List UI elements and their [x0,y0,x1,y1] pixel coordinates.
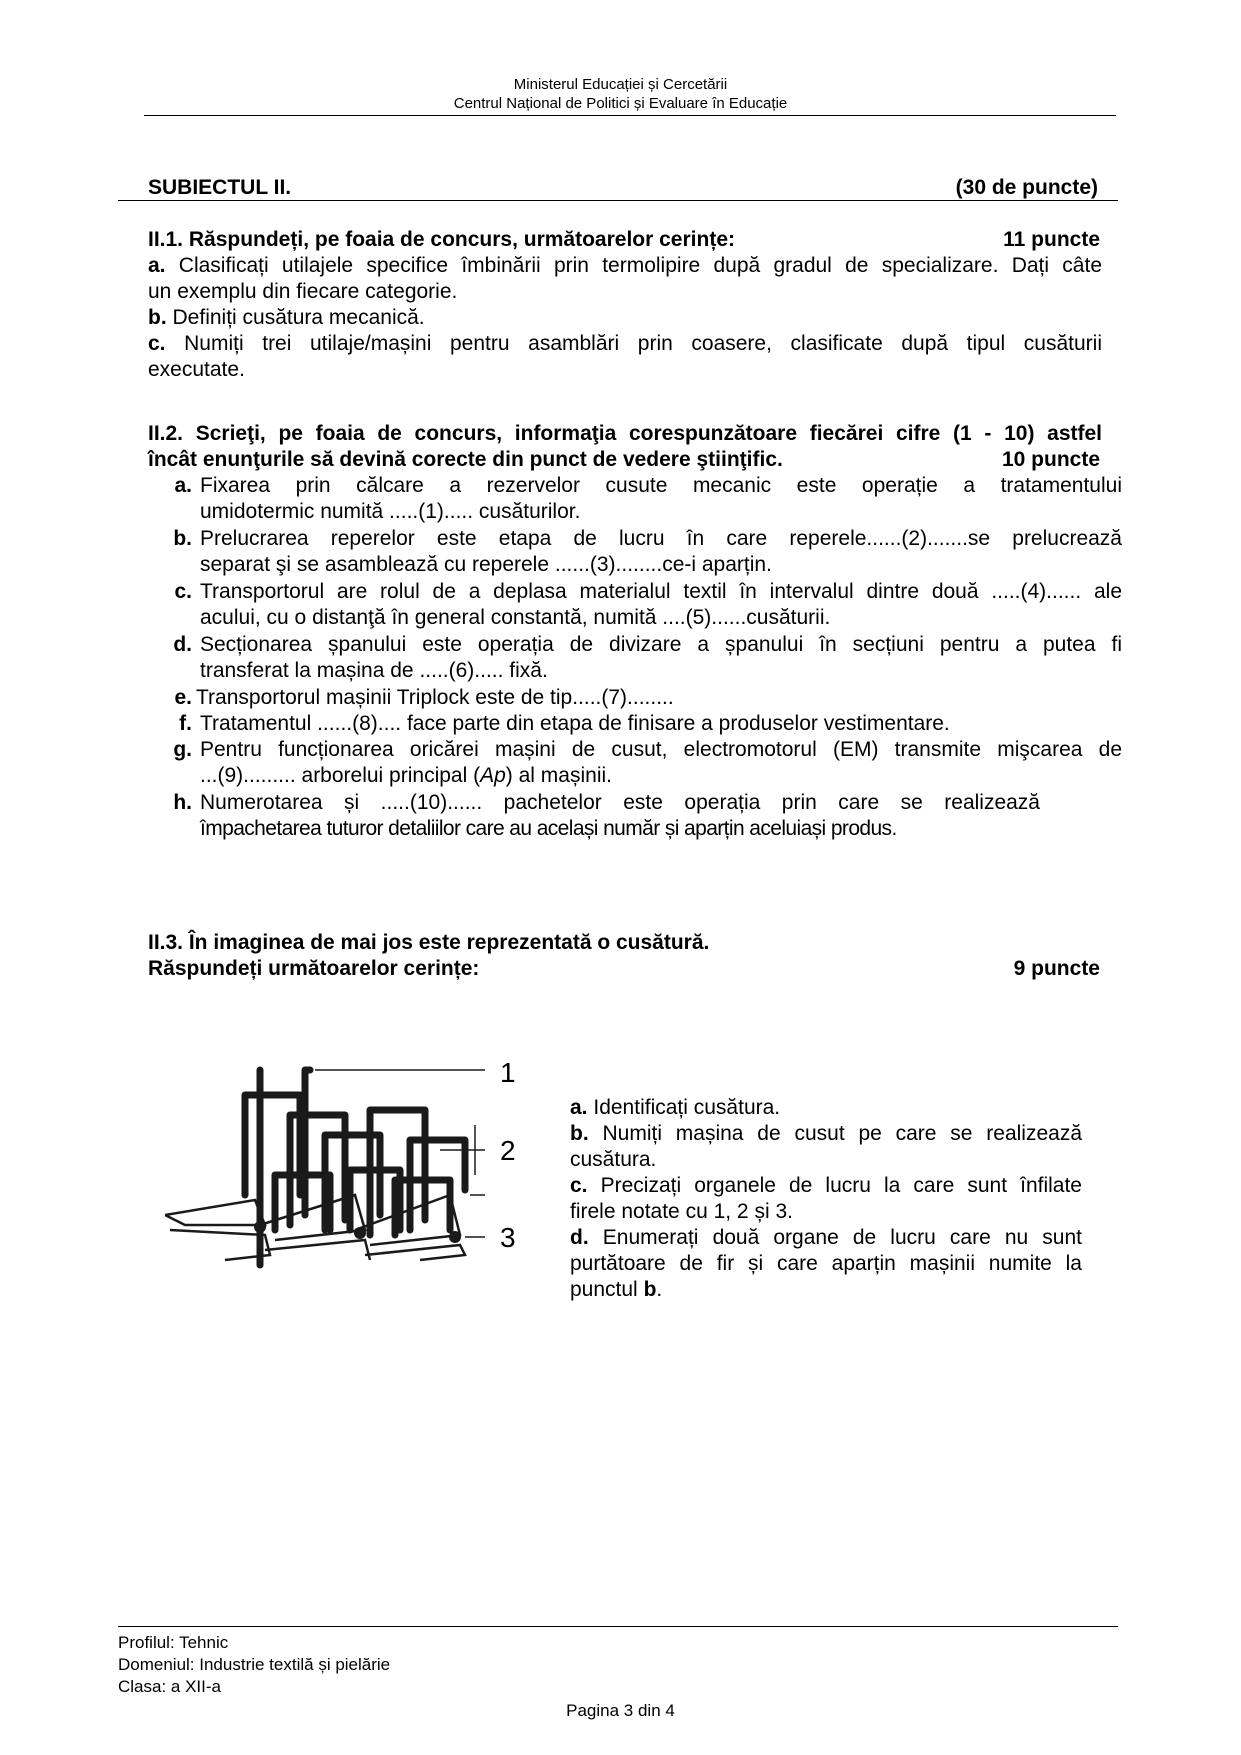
stitch-thread-1 [305,1070,310,1215]
stitch-thread-1 [410,1140,465,1230]
q2-item-line1: Pentru funcționarea oricărei mașini de cusut, electromotorul (EM) transmite mişcarea de [200,738,1122,761]
footer-domain: Domeniul: Industrie textilă și pielărie [118,1655,391,1674]
q1-c-letter: c. [148,332,166,355]
q3-d-text: Enumerați două organe de lucru care nu sunt [602,1226,1082,1249]
header-center: Centrul Național de Politici și Evaluare în Educație [453,95,788,112]
q3-c-line2: firele notate cu 1, 2 și 3. [570,1200,793,1223]
q2-item-line1: Transportorul mașinii Triplock este de tip.....(7)........ [196,686,674,709]
q2-item-line1: Numerotarea și .....(10)...... pachetelor este operația prin care se realizează [200,791,1040,814]
subject-title: SUBIECTUL II. [148,176,292,199]
q3-a [570,1095,780,1121]
q2-item-letter: c. [174,580,192,603]
q2-title-line2: încât enunţurile să devină corecte din punct de vedere ştiinţific. [148,448,783,471]
q3-c-letter: c. [570,1174,588,1197]
q3-d-letter: d. [570,1226,589,1249]
q3-d-line1 [570,1225,1082,1251]
q1-b-line [148,305,425,331]
q1-a-line1 [148,253,1102,279]
footer-class: Clasa: a XII-a [118,1677,221,1696]
q2-item-line1: Prelucrarea reperelor este etapa de lucru în care reperele......(2).......se prelucrează [200,527,1122,550]
stitch-figure [165,1055,545,1275]
q2-item-letter: b. [173,527,192,550]
subject-underline [118,200,1118,201]
q3-d-line3 [570,1277,662,1303]
q2-title-line1: II.2. Scrieţi, pe foaia de concurs, informaţia corespunzătoare fiecărei cifre (1 - 10) astfel [148,422,1102,445]
q3-b-line1 [570,1121,1082,1147]
q1-a-line2: un exemplu din fiecare categorie. [148,280,458,303]
q3-d-line3-pre: punctul [570,1278,644,1301]
stitch-thread-3 [265,1240,370,1260]
q1-a-text: Clasificați utilajele specifice îmbinării prin termolipire după gradul de specializare. Dați câte [178,254,1102,277]
q3-title: II.3. În imaginea de mai jos este reprezentată o cusătură. [148,931,710,954]
q2-points: 10 puncte [1001,448,1100,471]
q2-item-letter: a. [174,474,192,497]
q2-item-letter: e. [174,686,192,709]
stitch-knot [254,1221,266,1233]
q1-c-line1 [148,331,1102,357]
q1-b-letter: b. [148,306,167,329]
q2-item-letter: d. [173,633,192,656]
q1-c-text: Numiți trei utilaje/mașini pentru asamblări prin coasere, clasificate după tipul cusăturii [184,332,1102,355]
footer-page-number: Pagina 3 din 4 [566,1701,675,1720]
q3-d-line3-bold: b [643,1278,657,1301]
q3-b-letter: b. [570,1122,589,1145]
q1-title: II.1. Răspundeți, pe foaia de concurs, următoarelor cerințe: [148,228,735,251]
q2-item-letter: f. [179,712,192,735]
q2-item-line2 [200,763,1122,789]
q2-g-line2-post: ) al mașinii. [505,764,612,787]
q2-g-line2-pre: ...(9)......... arborelui principal ( [200,764,481,787]
q3-subtitle: Răspundeți următoarelor cerințe: [148,957,480,980]
q1-b-text: Definiți cusătura mecanică. [172,306,425,329]
q2-item-line2: umidotermic numită .....(1)..... cusăturilor. [200,500,581,523]
stitch-knot [354,1227,366,1239]
q2-item-line2: transferat la mașina de .....(6)..... fixă. [200,659,548,682]
q2-item-line1: Fixarea prin călcare a rezervelor cusute mecanic este operație a tratamentului [200,474,1122,497]
q3-c-text: Precizați organele de lucru la care sunt înfilate [600,1174,1082,1197]
q3-d-line3-post: . [656,1278,663,1301]
figure-label-1: 1 [500,1057,516,1088]
q2-item-line1: Tratamentul ......(8).... face parte din etapa de finisare a produselor vestimentare. [200,712,950,735]
q2-g-line2-em: Ap [480,764,506,787]
q1-a-letter: a. [148,254,166,277]
q3-b-line2: cusătura. [570,1148,657,1171]
figure-label-3: 3 [500,1222,516,1253]
header-ministry: Ministerul Educației și Cercetării [513,76,728,93]
stitch-knot [449,1231,461,1243]
q2-item-line1: Transportorul are rolul de a deplasa materialul textil în intervalul dintre două .....(4)...... ale [200,580,1122,603]
stitch-thread-3 [165,1200,265,1225]
q3-points: 9 puncte [1013,957,1100,980]
subject-points: (30 de puncte) [955,176,1098,199]
q2-item-line2: acului, cu o distanţă în general constantă, numită ....(5)......cusăturii. [200,606,831,629]
q3-b-text: Numiți mașina de cusut pe care se realizează [602,1122,1082,1145]
q3-a-letter: a. [570,1096,588,1119]
q1-c-line2: executate. [148,358,245,381]
footer-divider [118,1626,1118,1627]
q3-d-line2: purtătoare de fir și care aparțin mașinii numite la [570,1252,1082,1275]
q2-item-line2: separat şi se asamblează cu reperele ......(3)........ce-i aparțin. [200,553,772,576]
q2-item-line1: Secționarea șpanului este operația de divizare a șpanului în secțiuni pentru a putea fi [200,633,1122,656]
q3-a-text: Identificați cusătura. [593,1096,781,1119]
figure-label-2: 2 [500,1135,516,1166]
footer-profile: Profilul: Tehnic [118,1633,229,1652]
q2-item-letter: g. [173,738,192,761]
q2-item-line2: împachetarea tuturor detaliilor care au același număr și aparțin aceluiași produs. [200,817,897,840]
stitch-thread-3 [170,1230,270,1260]
q3-c-line1 [570,1173,1082,1199]
header-divider [144,115,1116,116]
stitch-thread-3 [365,1245,465,1260]
q2-item-letter: h. [173,791,192,814]
q1-points: 11 puncte [1003,228,1100,251]
